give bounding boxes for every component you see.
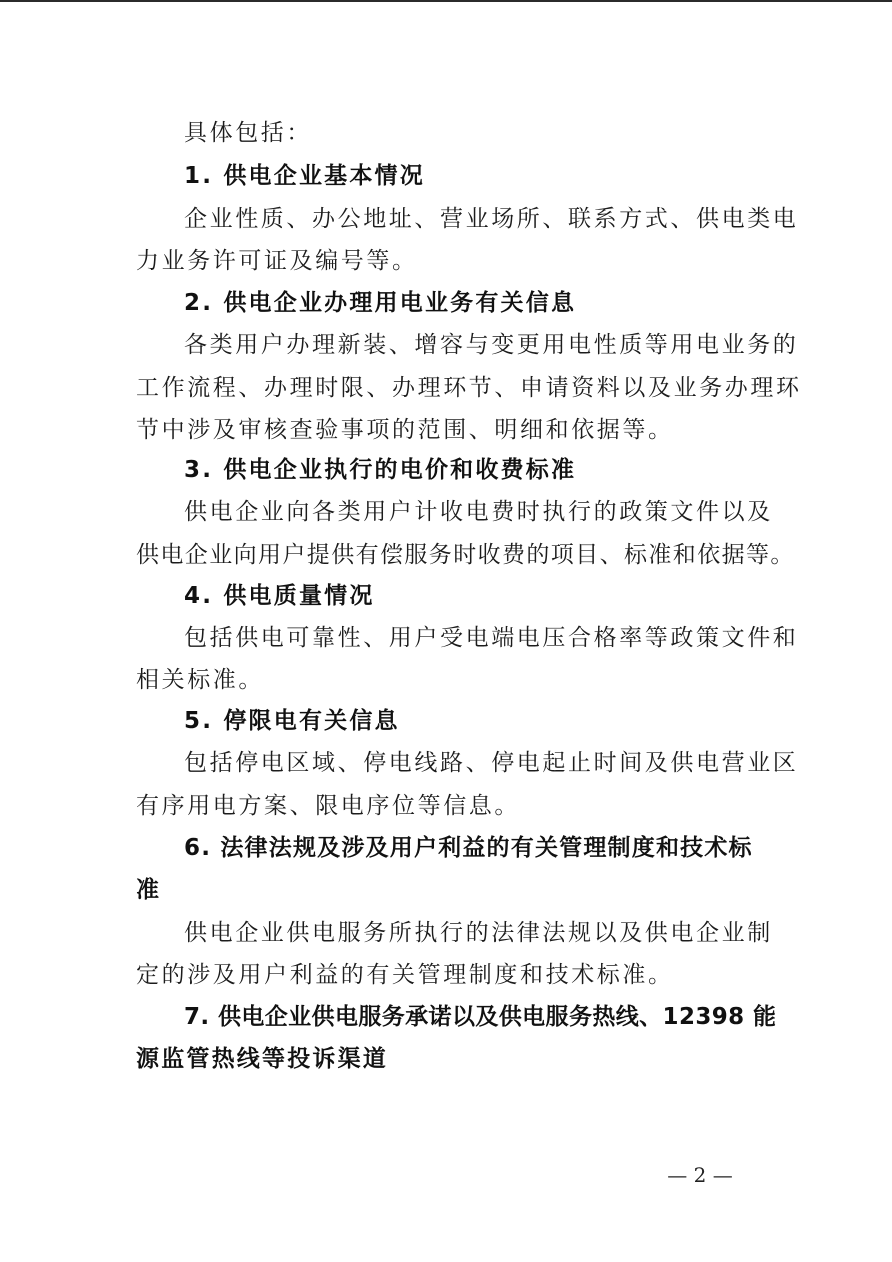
section-3-heading: 3. 供电企业执行的电价和收费标准 <box>184 457 577 483</box>
section-6-body-line: 供电企业供电服务所执行的法律法规以及供电企业制 <box>184 920 773 946</box>
section-6-heading: 准 <box>136 877 162 903</box>
section-2-body-line: 节中涉及审核查验事项的范围、明细和依据等。 <box>136 417 674 443</box>
section-7-heading: 7. 供电企业供电服务承诺以及供电服务热线、12398 能 <box>184 1004 777 1030</box>
section-5-body-line: 包括停电区域、停电线路、停电起止时间及供电营业区 <box>184 750 799 776</box>
section-7-heading: 源监管热线等投诉渠道 <box>136 1046 388 1072</box>
section-6-heading: 6. 法律法规及涉及用户利益的有关管理制度和技术标 <box>184 835 753 861</box>
page-number: — 2 — <box>667 1163 733 1187</box>
section-5-body-line: 有序用电方案、限电序位等信息。 <box>136 793 520 819</box>
section-4-body-line: 相关标准。 <box>136 667 264 693</box>
section-1-body-line: 企业性质、办公地址、营业场所、联系方式、供电类电 <box>184 206 799 232</box>
section-1-heading: 1. 供电企业基本情况 <box>184 163 425 189</box>
section-4-heading: 4. 供电质量情况 <box>184 583 375 609</box>
section-1-body-line: 力业务许可证及编号等。 <box>136 248 418 274</box>
section-2-body-line: 各类用户办理新装、增容与变更用电性质等用电业务的 <box>184 332 799 358</box>
section-6-body-line: 定的涉及用户利益的有关管理制度和技术标准。 <box>136 962 674 988</box>
section-3-body-line: 供电企业向各类用户计收电费时执行的政策文件以及 <box>184 499 773 525</box>
section-2-body-line: 工作流程、办理时限、办理环节、申请资料以及业务办理环 <box>136 375 802 401</box>
section-3-body-line: 供电企业向用户提供有偿服务时收费的项目、标准和依据等。 <box>136 542 795 568</box>
section-2-heading: 2. 供电企业办理用电业务有关信息 <box>184 290 577 316</box>
section-4-body-line: 包括供电可靠性、用户受电端电压合格率等政策文件和 <box>184 625 799 651</box>
top-border-line <box>0 0 892 2</box>
section-5-heading: 5. 停限电有关信息 <box>184 708 400 734</box>
intro-text: 具体包括： <box>184 120 312 146</box>
